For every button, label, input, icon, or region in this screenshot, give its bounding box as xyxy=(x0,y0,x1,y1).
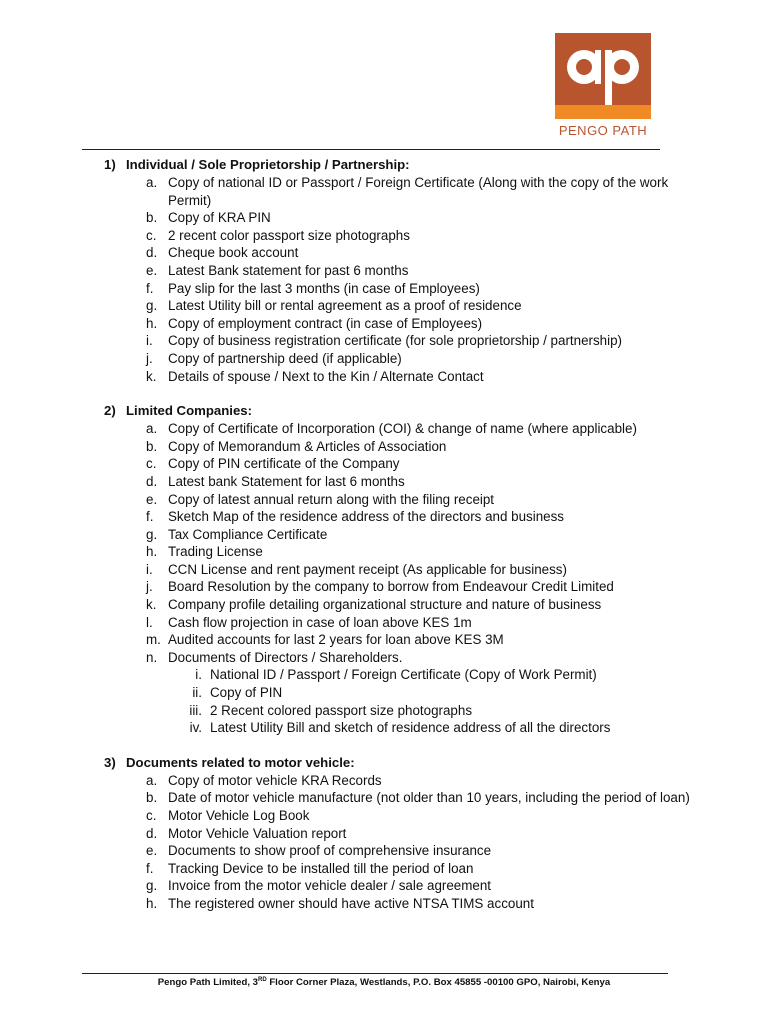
list-marker: k. xyxy=(146,368,157,384)
list-marker: a. xyxy=(146,175,158,190)
logo-text: PENGO PATH xyxy=(558,123,648,138)
list-marker: e. xyxy=(146,491,158,507)
section-individual xyxy=(0,156,768,385)
list-item xyxy=(0,842,768,860)
list-marker: d. xyxy=(146,825,158,841)
list-item xyxy=(0,350,768,368)
section-number: 3) xyxy=(104,754,116,770)
list-text: Copy of PIN certificate of the Company xyxy=(168,456,400,472)
list-marker: l. xyxy=(146,614,153,630)
list-item xyxy=(0,825,768,843)
list-item xyxy=(0,315,768,333)
list-text: Audited accounts for last 2 years for loan above KES 3M xyxy=(168,632,504,648)
list-text: Copy of latest annual return along with the filing receipt xyxy=(168,491,495,507)
list-marker: j. xyxy=(146,350,153,366)
section-title: Documents related to motor vehicle: xyxy=(126,754,355,770)
list-item xyxy=(0,772,768,790)
list-item xyxy=(0,895,768,913)
list-text: Date of motor vehicle manufacture (not older than 10 years, including the period of loan) xyxy=(168,790,690,806)
list-marker: k. xyxy=(146,597,157,613)
list-text: Copy of Memorandum & Articles of Association xyxy=(168,438,447,454)
section-motor-vehicle xyxy=(0,754,768,913)
list-marker: h. xyxy=(146,544,158,560)
list-text: Cheque book account xyxy=(168,245,299,261)
list-marker: m. xyxy=(146,632,161,648)
section-limited-companies xyxy=(0,402,768,737)
list-text: Latest Bank statement for past 6 months xyxy=(168,262,409,278)
section-title: Individual / Sole Proprietorship / Partnership: xyxy=(126,157,410,172)
list-marker: f. xyxy=(146,860,154,876)
list-item xyxy=(0,789,768,807)
list-marker: g. xyxy=(146,298,158,314)
list-item xyxy=(0,297,768,315)
requirements-list xyxy=(0,772,768,913)
list-text: Copy of KRA PIN xyxy=(168,210,271,226)
list-text: Latest Utility bill or rental agreement as a proof of residence xyxy=(168,298,522,314)
list-item xyxy=(0,280,768,298)
list-item xyxy=(0,491,768,509)
sublist-text: Copy of PIN xyxy=(210,685,283,701)
company-logo xyxy=(555,33,651,143)
section-heading xyxy=(0,156,768,174)
list-marker: b. xyxy=(146,210,158,226)
sublist-item xyxy=(0,666,768,684)
section-heading xyxy=(0,402,768,420)
list-text: 2 recent color passport size photographs xyxy=(168,227,410,243)
sublist-marker: ii. xyxy=(192,685,202,701)
list-text: Company profile detailing organizational structure and nature of business xyxy=(168,597,602,613)
list-item xyxy=(0,368,768,386)
sublist-item xyxy=(0,684,768,702)
list-marker: f. xyxy=(146,280,154,296)
list-text: Cash flow projection in case of loan above KES 1m xyxy=(168,614,472,630)
logo-accent-bar xyxy=(555,105,651,119)
list-text: Trading License xyxy=(168,544,263,560)
list-marker: e. xyxy=(146,843,158,859)
list-text: Documents of Directors / Shareholders. xyxy=(168,649,403,665)
list-text: Documents to show proof of comprehensive insurance xyxy=(168,843,492,859)
list-item xyxy=(0,649,768,667)
requirements-list xyxy=(0,174,768,385)
list-item xyxy=(0,508,768,526)
requirements-list xyxy=(0,420,768,666)
sublist-item xyxy=(0,719,768,737)
list-text: Sketch Map of the residence address of the directors and business xyxy=(168,509,564,525)
list-item xyxy=(0,174,768,209)
header-divider xyxy=(82,149,660,150)
list-text: Copy of Certificate of Incorporation (COI) & change of name (where applicable) xyxy=(168,421,637,437)
list-item xyxy=(0,631,768,649)
sublist-marker: i. xyxy=(195,667,202,683)
list-marker: c. xyxy=(146,456,157,472)
list-marker: a. xyxy=(146,772,158,788)
list-marker: h. xyxy=(146,895,158,911)
list-item xyxy=(0,455,768,473)
list-marker: h. xyxy=(146,315,158,331)
list-marker: i. xyxy=(146,561,153,577)
list-item xyxy=(0,526,768,544)
list-text: Copy of national ID or Passport / Foreign Certificate (Along with the copy of the work Permit) xyxy=(168,175,669,208)
list-marker: n. xyxy=(146,649,158,665)
list-marker: d. xyxy=(146,473,158,489)
list-item xyxy=(0,438,768,456)
section-number: 2) xyxy=(104,403,116,419)
list-item xyxy=(0,596,768,614)
sublist-item xyxy=(0,702,768,720)
list-marker: j. xyxy=(146,579,153,595)
sublist-text: National ID / Passport / Foreign Certificate (Copy of Work Permit) xyxy=(210,667,597,683)
list-marker: b. xyxy=(146,438,158,454)
list-item xyxy=(0,578,768,596)
list-item xyxy=(0,244,768,262)
list-text: Board Resolution by the company to borrow from Endeavour Credit Limited xyxy=(168,579,614,595)
sublist-text: 2 Recent colored passport size photographs xyxy=(210,702,473,718)
list-text: Tracking Device to be installed till the period of loan xyxy=(168,860,474,876)
list-text: Copy of partnership deed (if applicable) xyxy=(168,350,402,366)
list-item xyxy=(0,209,768,227)
list-marker: a. xyxy=(146,421,158,437)
sublist-text: Latest Utility Bill and sketch of residence address of all the directors xyxy=(210,720,611,736)
footer-superscript: RD xyxy=(257,977,267,983)
list-text: Latest bank Statement for last 6 months xyxy=(168,473,405,489)
list-marker: g. xyxy=(146,878,158,894)
section-title: Limited Companies: xyxy=(126,403,253,419)
list-text: Details of spouse / Next to the Kin / Alternate Contact xyxy=(168,368,484,384)
list-item xyxy=(0,420,768,438)
footer-divider xyxy=(82,973,668,974)
list-marker: i. xyxy=(146,333,153,349)
list-marker: e. xyxy=(146,262,158,278)
list-item xyxy=(0,860,768,878)
list-text: Copy of motor vehicle KRA Records xyxy=(168,772,382,788)
list-item xyxy=(0,877,768,895)
list-text: Pay slip for the last 3 months (in case of Employees) xyxy=(168,280,480,296)
list-marker: c. xyxy=(146,227,157,243)
list-text: The registered owner should have active NTSA TIMS account xyxy=(168,895,534,911)
list-marker: b. xyxy=(146,790,158,806)
directors-documents-sublist xyxy=(0,666,768,736)
list-item xyxy=(0,807,768,825)
section-heading xyxy=(0,754,768,772)
list-item xyxy=(0,561,768,579)
list-marker: c. xyxy=(146,808,157,823)
footer-prefix: Pengo Path Limited, 3 xyxy=(157,977,258,989)
list-text: Motor Vehicle Log Book xyxy=(168,808,310,823)
list-item xyxy=(0,332,768,350)
footer-address xyxy=(0,977,768,988)
list-marker: g. xyxy=(146,526,158,542)
list-marker: d. xyxy=(146,245,158,261)
list-text: Tax Compliance Certificate xyxy=(168,526,328,542)
list-item xyxy=(0,473,768,491)
list-text: Copy of business registration certificate (for sole proprietorship / partnership) xyxy=(168,333,623,349)
list-item xyxy=(0,614,768,632)
list-marker: f. xyxy=(146,509,154,525)
sublist-marker: iii. xyxy=(189,702,202,718)
list-text: Copy of employment contract (in case of Employees) xyxy=(168,315,483,331)
list-text: Motor Vehicle Valuation report xyxy=(168,825,347,841)
list-item xyxy=(0,262,768,280)
sublist-marker: iv. xyxy=(189,720,202,736)
list-text: CCN License and rent payment receipt (As applicable for business) xyxy=(168,561,567,577)
pengo-path-logo-mark xyxy=(555,33,651,105)
list-item xyxy=(0,227,768,245)
list-text: Invoice from the motor vehicle dealer / sale agreement xyxy=(168,878,492,894)
document-body xyxy=(0,156,768,913)
list-item xyxy=(0,543,768,561)
section-number: 1) xyxy=(104,157,116,172)
footer-suffix: Floor Corner Plaza, Westlands, P.O. Box 45855 -00100 GPO, Nairobi, Kenya xyxy=(266,977,611,989)
